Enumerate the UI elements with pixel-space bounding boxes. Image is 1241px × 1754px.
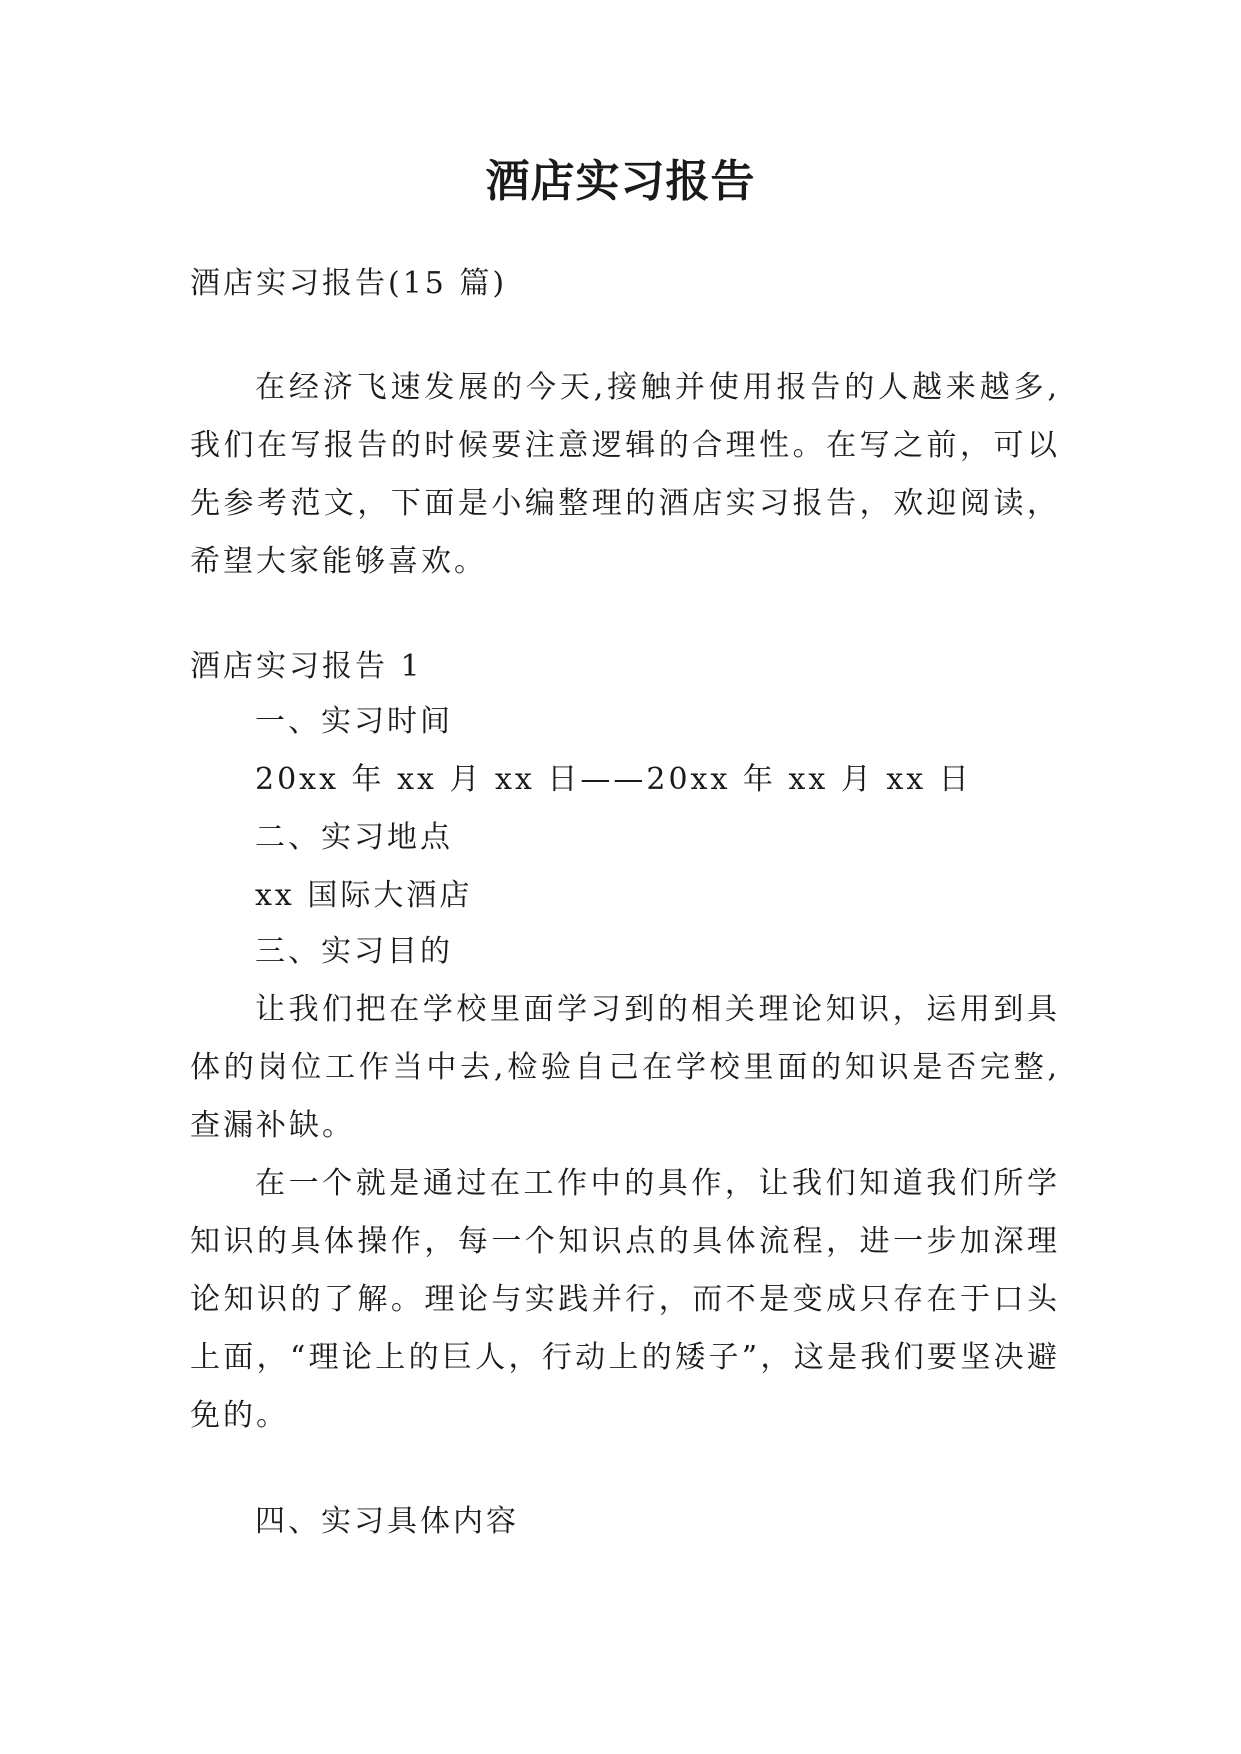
heading-internship-purpose: 三、实习目的 [255, 934, 453, 969]
intro-line-4: 希望大家能够喜欢。 [190, 544, 487, 579]
heading-internship-time: 一、实习时间 [255, 704, 453, 739]
document-subtitle: 酒店实习报告(15 篇) [190, 266, 508, 301]
intro-line-3: 先参考范文，下面是小编整理的酒店实习报告，欢迎阅读， [190, 486, 1060, 521]
internship-place-value: xx 国际大酒店 [255, 878, 473, 913]
internship-time-value: 20xx 年 xx 月 xx 日——20xx 年 xx 月 xx 日 [255, 762, 972, 797]
heading-internship-place: 二、实习地点 [255, 820, 453, 855]
document-title: 酒店实习报告 [485, 156, 756, 207]
purpose-p1-line-1: 让我们把在学校里面学习到的相关理论知识，运用到具 [255, 992, 1060, 1027]
intro-line-1: 在经济飞速发展的今天,接触并使用报告的人越来越多, [255, 370, 1060, 405]
heading-internship-content: 四、实习具体内容 [255, 1504, 519, 1539]
section-title: 酒店实习报告 1 [190, 649, 423, 684]
purpose-p2-line-2: 知识的具体操作，每一个知识点的具体流程，进一步加深理 [190, 1224, 1060, 1259]
purpose-p1-line-2: 体的岗位工作当中去,检验自己在学校里面的知识是否完整, [190, 1050, 1060, 1085]
purpose-p2-line-1: 在一个就是通过在工作中的具作，让我们知道我们所学 [255, 1166, 1060, 1201]
intro-line-2: 我们在写报告的时候要注意逻辑的合理性。在写之前，可以 [190, 428, 1060, 463]
purpose-p1-line-3: 查漏补缺。 [190, 1108, 355, 1143]
purpose-p2-line-3: 论知识的了解。理论与实践并行，而不是变成只存在于口头 [190, 1282, 1060, 1317]
purpose-p2-line-5: 免的。 [190, 1398, 289, 1433]
purpose-p2-line-4: 上面，“理论上的巨人，行动上的矮子”，这是我们要坚决避 [190, 1340, 1060, 1375]
